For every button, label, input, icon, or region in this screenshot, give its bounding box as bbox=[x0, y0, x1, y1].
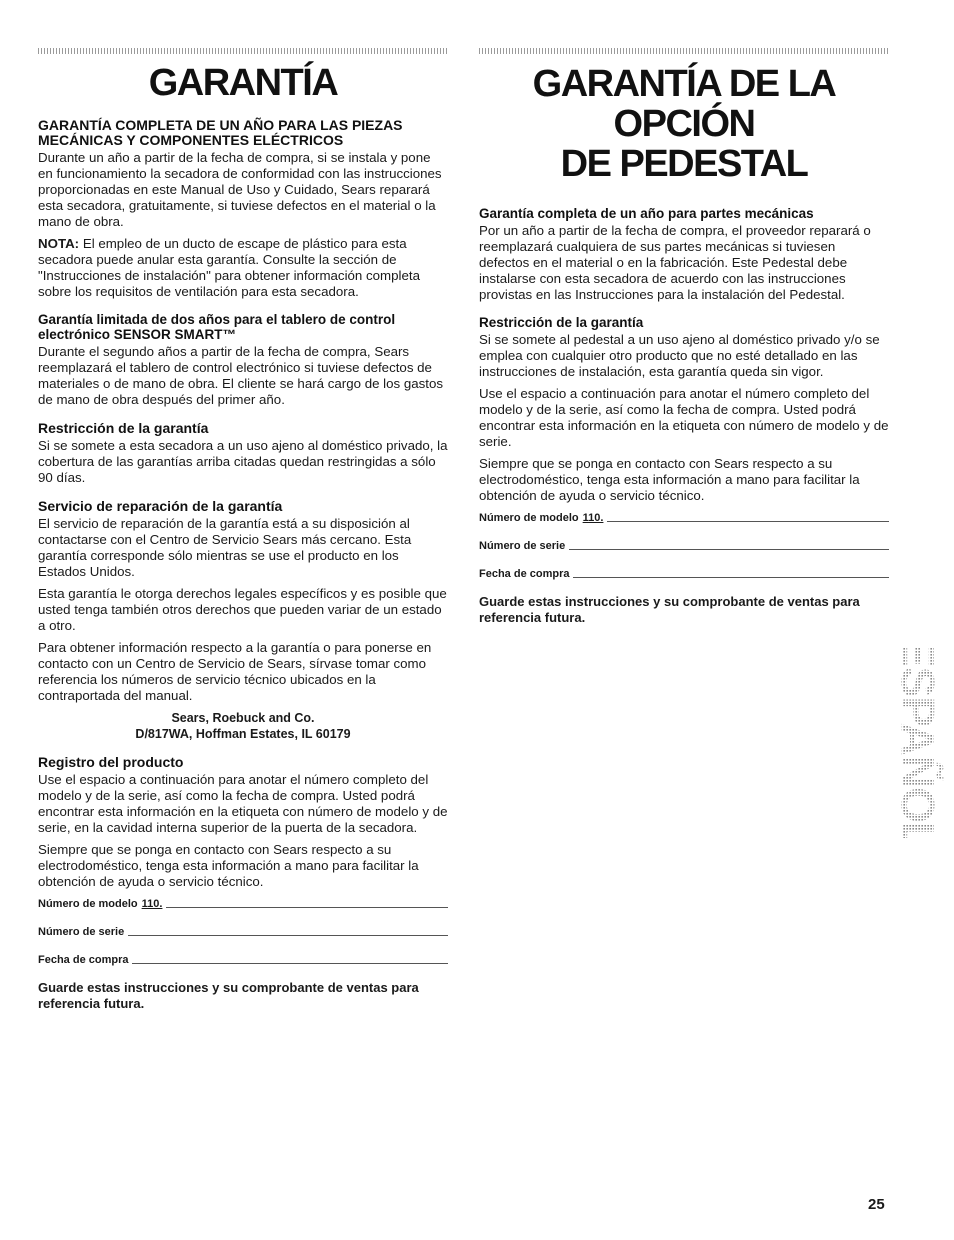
restriction-text: Si se somete a esta secadora a un uso ajeno al doméstico privado, la cobertura de las garantías arriba citadas quedan restringidas a sólo 90 días. bbox=[38, 438, 448, 485]
full-warranty-heading: GARANTÍA COMPLETA DE UN AÑO PARA LAS PIEZAS MECÁNICAS Y COMPONENTES ELÉCTRICOS bbox=[38, 117, 403, 148]
pedestal-full-warranty-text: Por un año a partir de la fecha de compra, el proveedor reparará o reemplazará cualquiera de sus partes mecánicas si tuviesen defectos en el material o en la fabricación. Este Pedestal debe instalarse con esta secadora de acuerdo con las instrucciones provistas en las Instrucciones para la instalación del Pedestal. bbox=[479, 223, 871, 302]
warranty-title: GARANTÍA bbox=[148, 62, 338, 104]
serial-number-label: Número de serie bbox=[38, 926, 125, 938]
service-text-2: Esta garantía le otorga derechos legales específicos y es posible que usted tenga también otros derechos que pueden variar de un estado a otro. bbox=[38, 586, 447, 633]
pedestal-purchase-date-field[interactable] bbox=[479, 566, 889, 580]
purchase-date-field[interactable] bbox=[38, 952, 448, 966]
note-label: NOTA: bbox=[38, 236, 80, 251]
pedestal-serial-number-field[interactable] bbox=[479, 538, 889, 552]
language-side-tab-text: ESPAÑOL bbox=[896, 648, 944, 838]
top-dotted-rule-right bbox=[479, 48, 889, 54]
service-text-3: Para obtener información respecto a la garantía o para ponerse en contacto con un Centro de Servicio de Sears, sírvase tomar como referencia los números de servicio técnico ubicados en la contraportada del manual. bbox=[38, 640, 432, 703]
sears-address bbox=[38, 710, 448, 742]
purchase-date-label: Fecha de compra bbox=[38, 954, 129, 966]
registration-text-1: Use el espacio a continuación para anotar el número completo del modelo y de la serie, así como la fecha de compra. Usted podrá encontrar esta información en la etiqueta con número de modelo y de serie, en la cavidad interna superior de la puerta de la secadora. bbox=[38, 772, 448, 835]
address-line-1: Sears, Roebuck and Co. bbox=[171, 711, 315, 725]
model-number-label: Número de modelo bbox=[38, 898, 138, 910]
left-column bbox=[38, 48, 448, 1012]
pedestal-title-line-1: GARANTÍA DE LA OPCIÓN bbox=[532, 63, 836, 145]
limited-warranty-text: Durante el segundo años a partir de la fecha de compra, Sears reemplazará el tablero de control electrónico si tuviese defectos de materiales o de mano de obra. El cliente se hará cargo de los gastos de mano de obra después del primer año. bbox=[38, 344, 444, 407]
registration-text-2: Siempre que se ponga en contacto con Sears respecto a su electrodoméstico, tenga esta información a mano para facilitar la obtención de ayuda o servicio técnico. bbox=[38, 842, 419, 889]
pedestal-model-number-label: Número de modelo bbox=[479, 512, 579, 524]
top-dotted-rule bbox=[38, 48, 448, 54]
full-warranty-text: Durante un año a partir de la fecha de compra, si se instala y pone en funcionamiento la secadora de conformidad con las instrucciones proporcionadas en este Manual de Uso y Cuidado, Sears reparará esta secadora, gratuitamente, si tuviese defectos en el material o la mano de obra. bbox=[38, 150, 442, 229]
pedestal-model-number-field[interactable] bbox=[479, 510, 889, 524]
right-column bbox=[479, 48, 889, 626]
pedestal-restriction-heading: Restricción de la garantía bbox=[479, 315, 644, 330]
language-side-tab bbox=[896, 648, 954, 838]
pedestal-serial-number-line[interactable] bbox=[569, 549, 889, 550]
pedestal-contact-text: Siempre que se ponga en contacto con Sears respecto a su electrodoméstico, tenga esta información a mano para facilitar la obtención de ayuda o servicio técnico. bbox=[479, 456, 860, 503]
pedestal-serial-number-label: Número de serie bbox=[479, 540, 566, 552]
note-text: El empleo de un ducto de escape de plástico para esta secadora puede anular esta garantía. Consulte la sección de "Instrucciones de instalación" para obtener información completa sobre los requisitos de ventilación para esta secadora. bbox=[38, 236, 420, 299]
serial-number-line[interactable] bbox=[128, 935, 448, 936]
model-number-field[interactable] bbox=[38, 896, 448, 910]
save-instructions-note: Guarde estas instrucciones y su comprobante de ventas para referencia futura. bbox=[38, 980, 419, 1011]
language-side-tab-graphic bbox=[896, 648, 954, 838]
pedestal-warranty-title bbox=[479, 64, 889, 184]
pedestal-registration-text: Use el espacio a continuación para anotar el número completo del modelo y de la serie, así como la fecha de compra. Usted podrá encontrar esta información en la etiqueta con número de modelo y de serie. bbox=[479, 386, 889, 449]
pedestal-restriction-text: Si se somete al pedestal a un uso ajeno al doméstico privado y/o se emplea con cualquier otro producto que no esté detallado en las instrucciones de instalación, esta garantía queda sin vigor. bbox=[479, 332, 880, 379]
pedestal-model-number-prefix: 110. bbox=[582, 512, 604, 524]
serial-number-field[interactable] bbox=[38, 924, 448, 938]
product-registration-heading: Registro del producto bbox=[38, 754, 184, 770]
limited-warranty-heading: Garantía limitada de dos años para el tablero de control electrónico SENSOR SMART™ bbox=[38, 312, 396, 342]
restriction-heading: Restricción de la garantía bbox=[38, 420, 209, 436]
pedestal-save-instructions-note: Guarde estas instrucciones y su comprobante de ventas para referencia futura. bbox=[479, 594, 860, 625]
purchase-date-line[interactable] bbox=[132, 963, 448, 964]
address-line-2: D/817WA, Hoffman Estates, IL 60179 bbox=[135, 727, 351, 741]
service-heading: Servicio de reparación de la garantía bbox=[38, 498, 283, 514]
page-number: 25 bbox=[868, 1196, 885, 1213]
pedestal-purchase-date-label: Fecha de compra bbox=[479, 568, 570, 580]
pedestal-full-warranty-heading: Garantía completa de un año para partes mecánicas bbox=[479, 206, 814, 221]
service-text-1: El servicio de reparación de la garantía está a su disposición al contactarse con el Centro de Servicio Sears más cercano. Esta garantía corresponde sólo mientras se use el producto en los Estados Unidos. bbox=[38, 516, 412, 579]
model-number-prefix: 110. bbox=[141, 898, 163, 910]
model-number-line[interactable] bbox=[166, 907, 448, 908]
note-paragraph bbox=[38, 236, 448, 300]
pedestal-model-number-line[interactable] bbox=[607, 521, 889, 522]
pedestal-title-line-2: DE PEDESTAL bbox=[560, 143, 808, 185]
pedestal-purchase-date-line[interactable] bbox=[573, 577, 889, 578]
